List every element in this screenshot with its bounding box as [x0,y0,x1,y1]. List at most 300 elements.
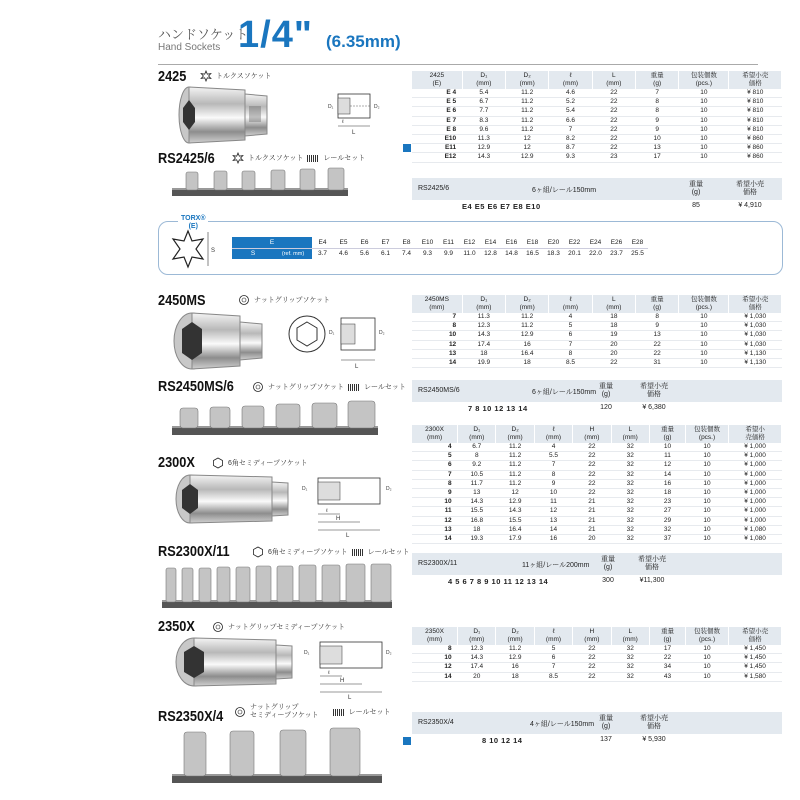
size-cell: E 5 [412,98,462,107]
sub-label-1: ナットグリップ セミディープソケット [250,704,319,719]
torx-s-cell: 16.5 [526,250,539,258]
socket-2450ms-photo [170,308,270,374]
table-cell: ¥ 1,030 [729,313,782,322]
torx-s-cell: 14.8 [505,250,518,258]
table-cell: 8.5 [534,672,572,681]
rail-set-icon [348,384,360,391]
table-cell: ¥ 860 [729,153,782,162]
price-header: 希望小売 価格 [736,181,764,196]
table-row [412,645,782,654]
table-cell: 16.4 [496,525,534,534]
table-cell: 10 [685,461,728,470]
size-cell: 12 [412,663,458,672]
column-header: D₁ (mm) [462,71,505,89]
size-cell: 8 [412,645,458,654]
table-cell: ¥ 1,000 [729,452,782,461]
table-cell: 10 [685,516,728,525]
section-sub-rs2425 [232,152,365,164]
table-cell: 32 [611,507,649,516]
torx-profile-icon [168,228,218,270]
table-cell: 22 [649,654,685,663]
svg-text:D₂: D₂ [374,104,380,110]
price-header: 希望小売 価格 [638,556,666,571]
size-cell: E 4 [412,89,462,98]
table-cell: 5.4 [549,107,592,116]
svg-text:L: L [346,533,350,538]
nut-grip-shape-icon [252,381,264,393]
table-cell: 10 [685,525,728,534]
table-cell: 10 [685,535,728,544]
table-row [412,507,782,516]
table-cell: 22 [573,479,611,488]
table-cell: 17.9 [496,535,534,544]
table-cell: 9.3 [549,153,592,162]
spec-table-2350x [412,627,782,682]
size-cell: 10 [412,654,458,663]
header-drive-size: 1/4" [238,14,313,56]
table-row [412,654,782,663]
column-header: 希望小 売価格 [729,425,782,443]
torx-s-cell: 22.0 [589,250,602,258]
torx-s-cell: 11.0 [463,250,476,258]
section-title-2425: 2425 [158,68,187,85]
table-cell: 20 [592,349,635,358]
torx-e-cell: E11 [438,237,459,248]
size-cell: 4 [412,443,458,452]
table-cell: 10 [679,89,729,98]
column-header: 2350X (mm) [412,627,458,645]
rail-set-rs2350x-photo [170,726,385,788]
table-cell: 11.2 [496,479,534,488]
table-cell: 10 [685,645,728,654]
table-cell: 8.7 [549,144,592,153]
table-cell: 12.9 [506,153,549,162]
table-cell: 14.3 [458,654,496,663]
section-title-2300x: 2300X [158,454,195,471]
rail-set-spec: 6ヶ組/レール150mm [532,187,597,194]
header-divider [158,64,758,65]
table-cell: 32 [611,479,649,488]
svg-text:L: L [348,695,352,700]
torx-e-cell: E14 [480,237,501,248]
table-cell: ¥ 1,080 [729,525,782,534]
header-drive-mm: (6.35mm) [326,32,401,51]
table-cell: 10 [679,331,729,340]
rail-set-table-rs2300x [412,553,782,589]
table-cell: 12 [506,144,549,153]
table-cell: 11.3 [462,135,505,144]
rail-set-weight: 300 [602,577,614,584]
table-cell: 22 [592,98,635,107]
table-cell: 37 [649,535,685,544]
table-cell: 12.3 [462,322,505,331]
rail-set-icon [307,155,319,162]
rail-set-icon [352,549,364,556]
rail-set-price: ¥ 6,380 [642,404,666,411]
table-cell: 32 [611,452,649,461]
torx-e-cell: E10 [417,237,438,248]
column-header: 2425 (E) [412,71,462,89]
table-row [412,359,782,368]
table-cell: 15.5 [496,516,534,525]
table-cell: 18 [462,349,505,358]
table-cell: 12.3 [458,645,496,654]
new-tag [403,737,411,745]
rail-set-rs2450ms-photo [170,398,380,443]
rail-set-name: RS2450MS/6 [418,387,460,394]
torx-s-cell: 6.1 [380,250,391,258]
table-cell: 13 [458,489,496,498]
table-cell: 9.6 [462,125,505,134]
table-row [412,443,782,452]
sub-label-2: レールセット [364,384,406,391]
price-header: 希望小売 価格 [640,715,668,730]
torx-e-cell: E8 [396,237,417,248]
sub-label-2: レールセット [367,549,410,556]
section-sub-rs2300x [252,546,409,558]
table-cell: 14 [649,470,685,479]
rail-set-price: ¥ 5,930 [642,736,666,743]
table-cell: 4 [534,443,572,452]
table-cell: 8 [635,107,678,116]
column-header: L (mm) [592,71,635,89]
torx-e-cell: E18 [522,237,543,248]
table-header-row [412,425,782,443]
table-cell: 22 [592,89,635,98]
torx-s-cell: 9.3 [422,250,433,258]
table-cell: 7 [549,340,592,349]
table-cell: ¥ 1,580 [729,672,782,681]
column-header: 包装個数 (pcs.) [685,425,728,443]
table-cell: ¥ 860 [729,144,782,153]
torx-s-label: S [232,248,274,259]
section-title-rs2450ms: RS2450MS/6 [158,378,234,395]
size-cell: 10 [412,331,462,340]
table-cell: 29 [649,516,685,525]
section-sub-rs2350x [234,704,391,720]
table-cell: 23 [649,498,685,507]
table-row [412,107,782,116]
torx-s-cell: 25.5 [631,250,644,258]
table-cell: 22 [592,144,635,153]
table-cell: 8 [635,313,678,322]
table-cell: 14 [534,525,572,534]
svg-text:D₂: D₂ [379,330,385,336]
table-cell: 22 [573,443,611,452]
rail-set-sizes: 4 5 6 7 8 9 10 11 12 13 14 [448,577,549,586]
new-tag [403,144,411,152]
table-cell: 20 [458,672,496,681]
table-cell: 43 [649,672,685,681]
header-jp-title: ハンドソケット [158,27,249,42]
table-cell: 32 [611,470,649,479]
table-cell: ¥ 1,030 [729,322,782,331]
section-sub-label: 6角セミディープソケット [228,460,308,467]
weight-header: 重量 (g) [601,556,615,571]
table-row [412,452,782,461]
svg-text:D₂: D₂ [386,650,392,656]
table-cell: 17.4 [458,663,496,672]
sub-label-1: 6角セミディープソケット [268,549,348,556]
table-cell: 11.2 [506,116,549,125]
table-row [412,516,782,525]
torx-s-mark: S [211,248,216,254]
table-cell: 16 [649,479,685,488]
table-cell: 11.2 [496,461,534,470]
dimension-diagram-2425 [320,88,390,138]
table-cell: 10 [679,340,729,349]
table-cell: 11.2 [506,98,549,107]
table-cell: 21 [573,507,611,516]
table-cell: ¥ 810 [729,107,782,116]
table-cell: 12.9 [462,144,505,153]
table-cell: 11.7 [458,479,496,488]
torx-s-cell: 18.3 [547,250,560,258]
table-cell: 5.2 [549,98,592,107]
svg-text:L: L [355,364,359,370]
torx-e-cell: E12 [459,237,480,248]
column-header: D₂ (mm) [496,425,534,443]
section-title-rs2350x: RS2350X/4 [158,708,224,725]
column-header: 包装個数 (pcs.) [679,71,729,89]
socket-2350x-photo [172,632,297,692]
torx-s-cell: 3.7 [317,250,328,258]
table-cell: ¥ 1,000 [729,489,782,498]
table-cell: 10 [534,489,572,498]
table-header-row [412,627,782,645]
table-cell: 10 [679,153,729,162]
rail-set-table-rs2450ms [412,380,782,416]
column-header: D₂ (mm) [506,71,549,89]
table-cell: 14.3 [496,507,534,516]
torx-s-cell: 9.9 [443,250,454,258]
sub-label-1: トルクスソケット [248,155,304,162]
table-cell: 10 [649,443,685,452]
table-cell: 10 [685,654,728,663]
table-cell: ¥ 1,130 [729,349,782,358]
column-header: D₁ (mm) [458,425,496,443]
table-cell: 11.2 [506,89,549,98]
column-header: ℓ (mm) [549,295,592,313]
table-cell: 22 [573,489,611,498]
table-cell: 17 [649,645,685,654]
table-cell: 10 [685,498,728,507]
column-header: 包装個数 (pcs.) [679,295,729,313]
table-cell: ¥ 1,080 [729,535,782,544]
page-header [158,14,758,64]
svg-text:H: H [340,678,345,684]
table-cell: 23 [592,153,635,162]
table-cell: 10 [685,489,728,498]
table-cell: 19 [592,331,635,340]
rail-set-spec: 6ヶ組/レール150mm [532,389,597,396]
torx-e-cell: E6 [354,237,375,248]
table-cell: 32 [611,672,649,681]
table-cell: 12.9 [496,498,534,507]
table-cell: 11.2 [496,443,534,452]
spec-table-2300x [412,425,782,544]
sub-label-2: レールセット [323,155,366,162]
table-cell: 10 [679,313,729,322]
table-cell: 15.5 [458,507,496,516]
table-cell: 32 [611,443,649,452]
table-header-row [412,295,782,313]
torx-e-cell: E20 [543,237,564,248]
size-cell: E10 [412,135,462,144]
section-sub-2450ms [238,294,330,306]
torx-e-cell: E4 [312,237,333,248]
table-cell: 12.9 [496,654,534,663]
table-cell: 22 [635,349,678,358]
table-cell: 22 [573,461,611,470]
rail-set-price: ¥11,300 [639,577,665,584]
table-cell: 32 [611,663,649,672]
table-cell: 10 [679,144,729,153]
section-sub-rs2450ms [252,381,406,393]
torx-s-row [232,248,648,259]
size-cell: 13 [412,349,462,358]
table-cell: ¥ 1,000 [729,479,782,488]
column-header: 希望小売 価格 [729,295,782,313]
table-cell: 32 [611,461,649,470]
spec-table-2450ms [412,295,782,368]
table-cell: ¥ 860 [729,135,782,144]
table-cell: 8.5 [549,359,592,368]
svg-text:H: H [336,516,341,522]
table-cell: ¥ 810 [729,89,782,98]
table-cell: 11.2 [496,452,534,461]
size-cell: 7 [412,313,462,322]
table-cell: 11 [649,452,685,461]
column-header: 2300X (mm) [412,425,458,443]
table-cell: 18 [649,489,685,498]
table-cell: 6 [534,654,572,663]
table-cell: 9 [635,125,678,134]
table-cell: 32 [611,498,649,507]
table-cell: 22 [635,340,678,349]
table-cell: ¥ 1,000 [729,470,782,479]
table-cell: 10 [679,135,729,144]
table-cell: 10 [679,98,729,107]
size-cell: 9 [412,489,458,498]
dimension-diagram-2300x [296,470,406,538]
column-header: 重量 (g) [649,627,685,645]
table-cell: 32 [611,535,649,544]
table-cell: ¥ 1,450 [729,663,782,672]
size-cell: 10 [412,498,458,507]
table-cell: 9 [534,479,572,488]
rail-set-icon [333,709,345,716]
torx-s-cell: 7.4 [401,250,412,258]
table-cell: ¥ 1,000 [729,516,782,525]
size-cell: E 6 [412,107,462,116]
table-cell: 10 [679,125,729,134]
socket-2425-photo [175,80,275,150]
sub-label-2: レールセット [348,709,391,716]
table-cell: 21 [573,498,611,507]
rail-set-sizes: 7 8 10 12 13 14 [468,404,528,413]
table-row [412,489,782,498]
table-cell: 22 [573,452,611,461]
table-row [412,663,782,672]
table-cell: ¥ 810 [729,98,782,107]
table-cell: 34 [649,663,685,672]
table-row [412,98,782,107]
table-cell: 22 [592,359,635,368]
table-cell: 5 [534,645,572,654]
sub-label-1: ナットグリップソケット [268,384,345,391]
table-cell: 31 [635,359,678,368]
column-header: 重量 (g) [649,425,685,443]
table-cell: 9.2 [458,461,496,470]
table-cell: 11.2 [496,470,534,479]
table-cell: 7 [635,89,678,98]
table-cell: 12 [496,489,534,498]
table-cell: ¥ 1,000 [729,461,782,470]
column-header: 重量 (g) [635,71,678,89]
table-cell: 12 [506,135,549,144]
size-cell: 14 [412,535,458,544]
table-cell: 22 [573,654,611,663]
torx-e-cell: E26 [606,237,627,248]
table-row [412,461,782,470]
table-cell: 17.4 [462,340,505,349]
table-cell: 22 [573,470,611,479]
table-row [412,479,782,488]
table-cell: 22 [592,107,635,116]
table-cell: 8 [458,452,496,461]
size-cell: 6 [412,461,458,470]
table-cell: 11.2 [506,322,549,331]
column-header: H (mm) [573,425,611,443]
table-cell: 8.3 [462,116,505,125]
nut-grip-shape-icon [238,294,250,306]
table-cell: 22 [592,135,635,144]
table-cell: 32 [611,516,649,525]
section-sub-label: トルクスソケット [216,73,272,80]
table-cell: 13 [635,331,678,340]
table-cell: 9 [635,116,678,125]
table-cell: 8.2 [549,135,592,144]
table-cell: ¥ 810 [729,116,782,125]
column-header: L (mm) [611,425,649,443]
table-cell: 18 [592,313,635,322]
table-cell: 22 [592,125,635,134]
rail-set-sizes: E4 E5 E6 E7 E8 E10 [462,202,541,211]
table-row [412,322,782,331]
table-cell: 18 [506,359,549,368]
table-cell: 19.3 [458,535,496,544]
table-cell: ¥ 1,000 [729,443,782,452]
rail-set-rs2425-photo [170,166,350,206]
table-cell: 9 [635,322,678,331]
column-header: ℓ (mm) [534,627,572,645]
table-row [412,125,782,134]
table-cell: 12 [534,507,572,516]
table-cell: 6.7 [458,443,496,452]
torx-e-label: E [232,237,312,248]
table-cell: ¥ 1,450 [729,654,782,663]
table-row [412,349,782,358]
table-cell: 10 [635,135,678,144]
torx-s-cell: 12.8 [484,250,497,258]
table-row [412,89,782,98]
table-cell: 18 [496,672,534,681]
table-cell: 8 [534,470,572,479]
torx-s-cell: 4.6 [338,250,349,258]
table-cell: 11.2 [506,313,549,322]
table-cell: 14.3 [462,331,505,340]
